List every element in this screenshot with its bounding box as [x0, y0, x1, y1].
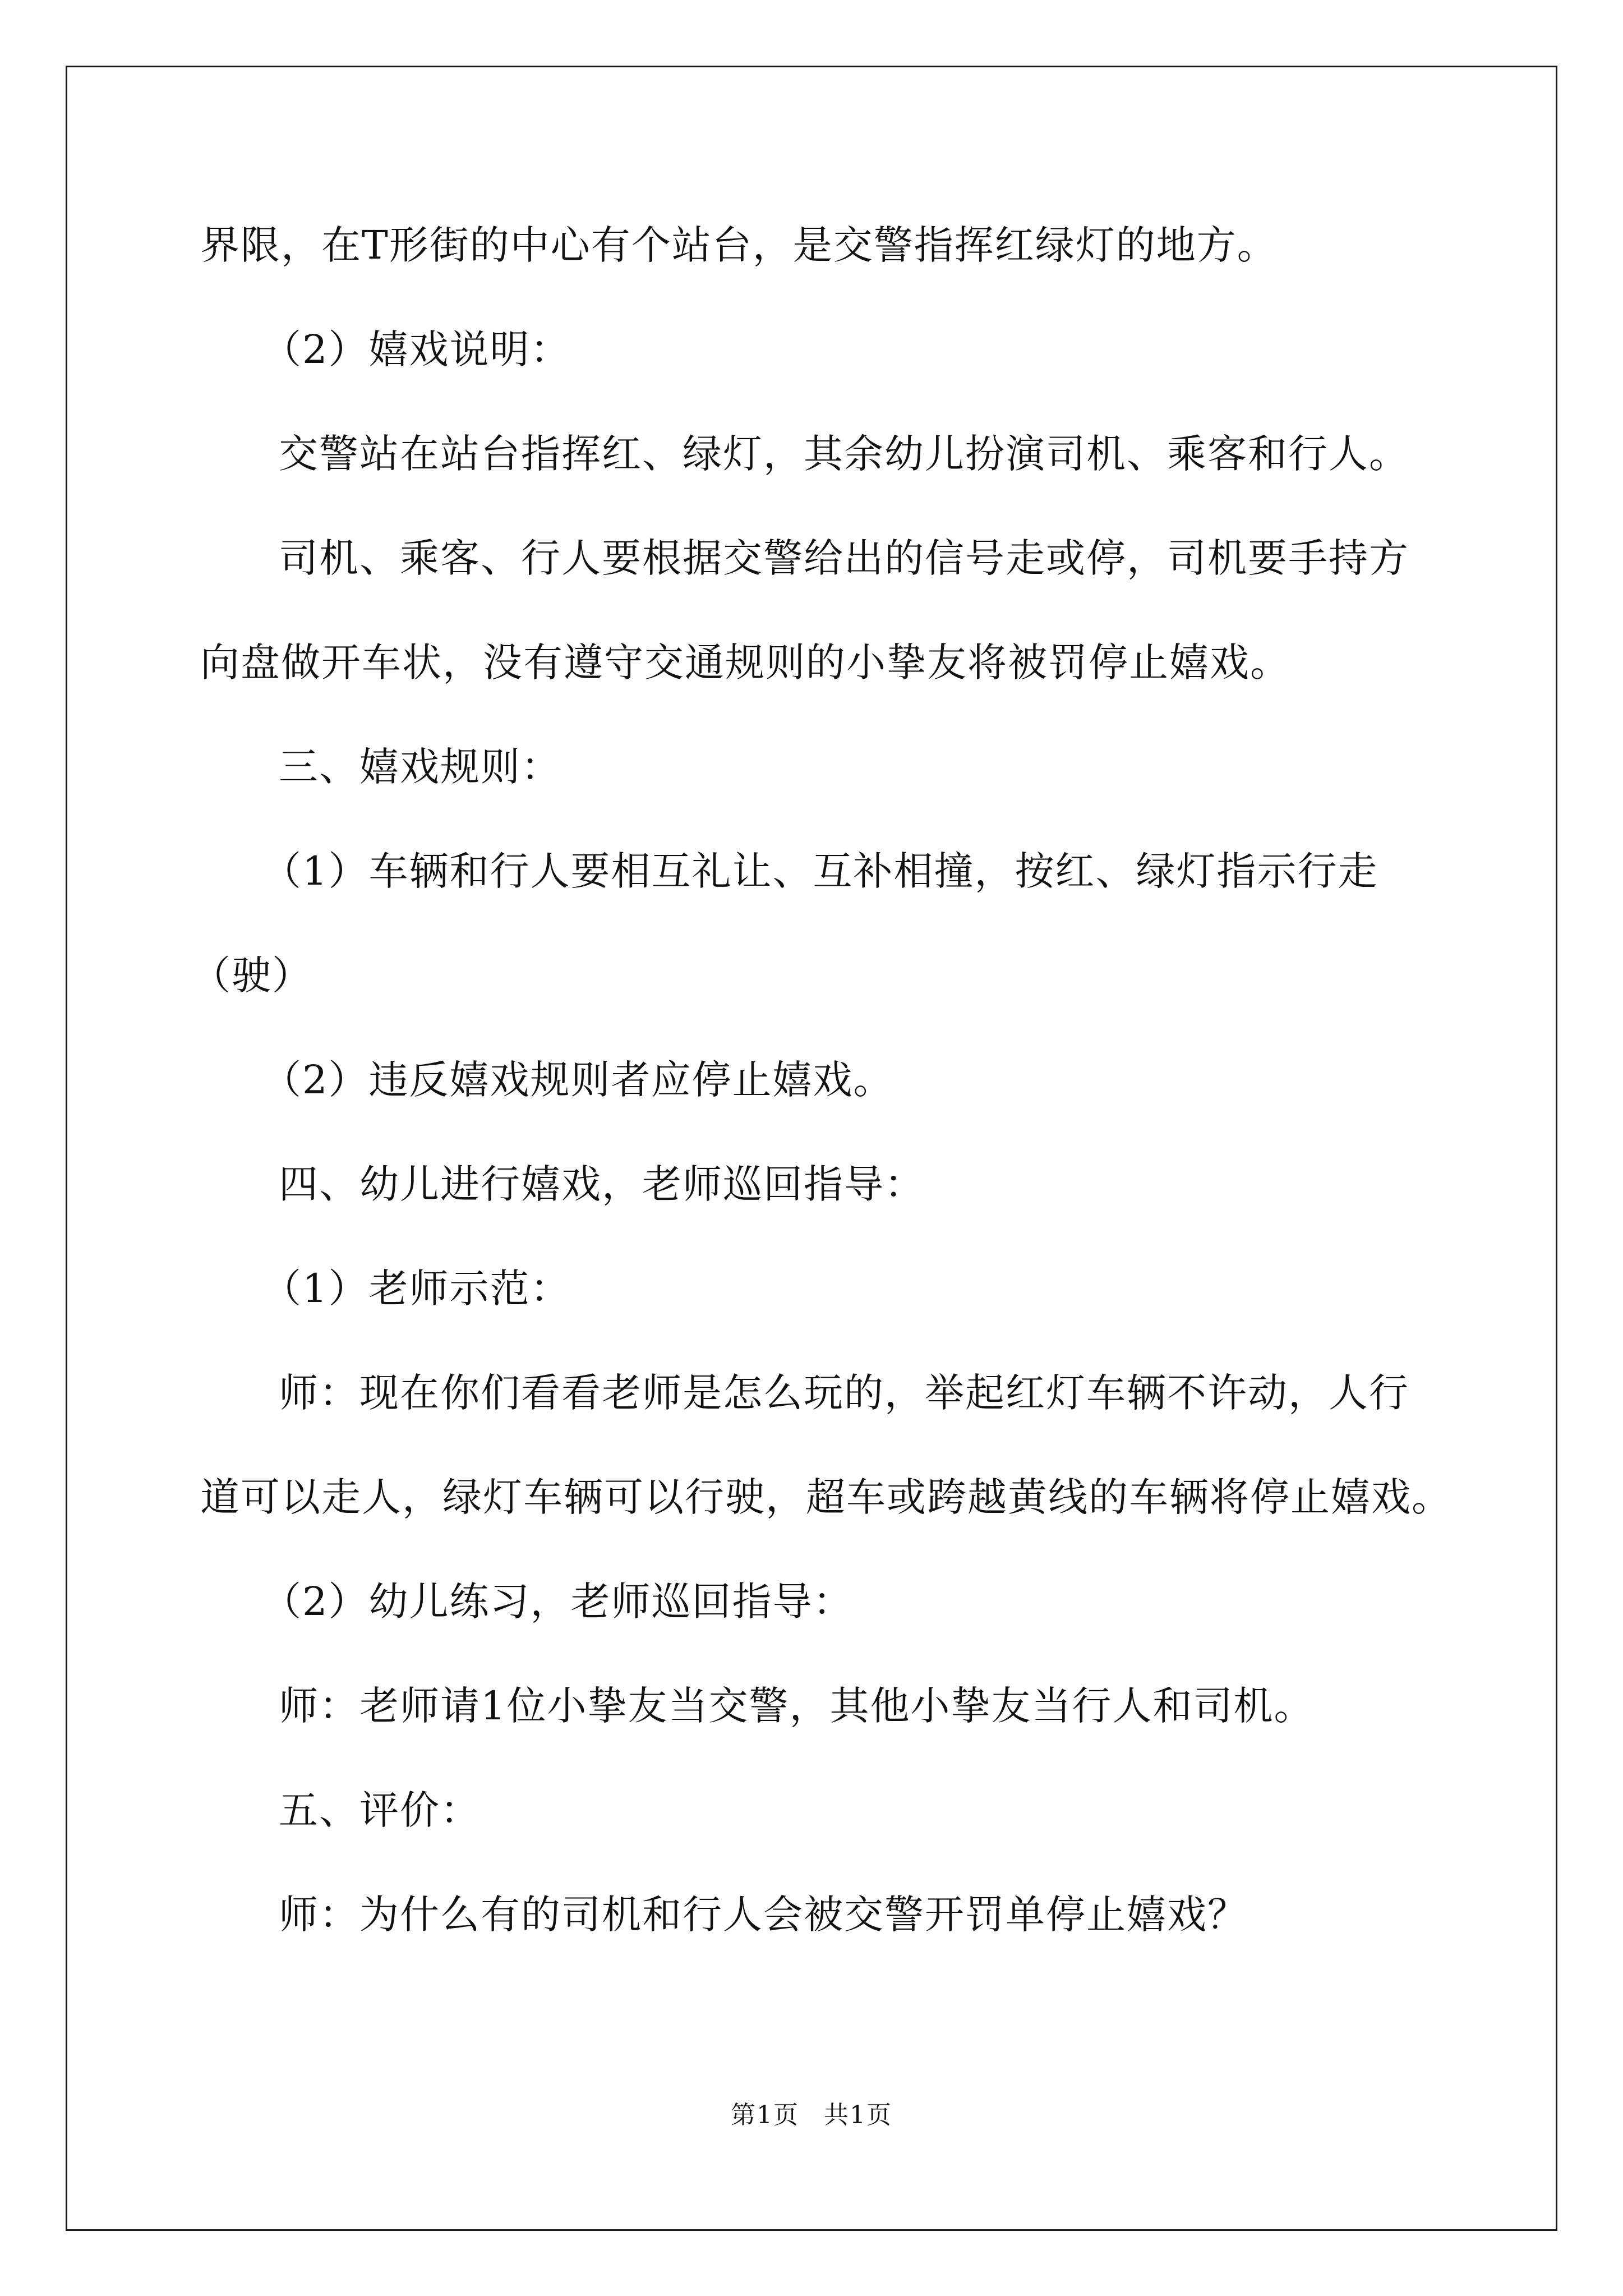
text-line: 司机、乘客、行人要根据交警给出的信号走或停，司机要手持方	[279, 535, 1409, 581]
text-line: 向盘做开车状，没有遵守交通规则的小挚友将被罚停止嬉戏。	[200, 639, 1290, 685]
text-line: 师：现在你们看看老师是怎么玩的，举起红灯车辆不许动，人行	[279, 1370, 1409, 1416]
text-line: （2）违反嬉戏规则者应停止嬉戏。	[262, 1057, 894, 1103]
text-line: （2）幼儿练习，老师巡回指导：	[262, 1579, 854, 1625]
text-line: （1）老师示范：	[262, 1266, 571, 1312]
text-line: 五、评价：	[279, 1787, 481, 1833]
text-line: 三、嬉戏规则：	[279, 744, 561, 790]
page-footer	[0, 2099, 1623, 2132]
text-line: 界限，在T形街的中心有个站台，是交警指挥红绿灯的地方。	[200, 222, 1278, 268]
text-line: （驶）	[191, 953, 312, 999]
text-line: （2）嬉戏说明：	[262, 326, 571, 372]
text-line: 四、幼儿进行嬉戏，老师巡回指导：	[279, 1161, 925, 1207]
page-total: 共1页	[824, 2101, 892, 2129]
text-line: 道可以走人，绿灯车辆可以行驶，超车或跨越黄线的车辆将停止嬉戏。	[200, 1474, 1452, 1520]
text-line: （1）车辆和行人要相互礼让、互补相撞，按红、绿灯指示行走	[262, 848, 1378, 894]
text-line: 师：为什么有的司机和行人会被交警开罚单停止嬉戏？	[279, 1892, 1248, 1938]
text-line: 交警站在站台指挥红、绿灯，其余幼儿扮演司机、乘客和行人。	[279, 431, 1409, 477]
page-number: 第1页	[731, 2101, 799, 2129]
text-line: 师：老师请1位小挚友当交警，其他小挚友当行人和司机。	[279, 1683, 1315, 1729]
